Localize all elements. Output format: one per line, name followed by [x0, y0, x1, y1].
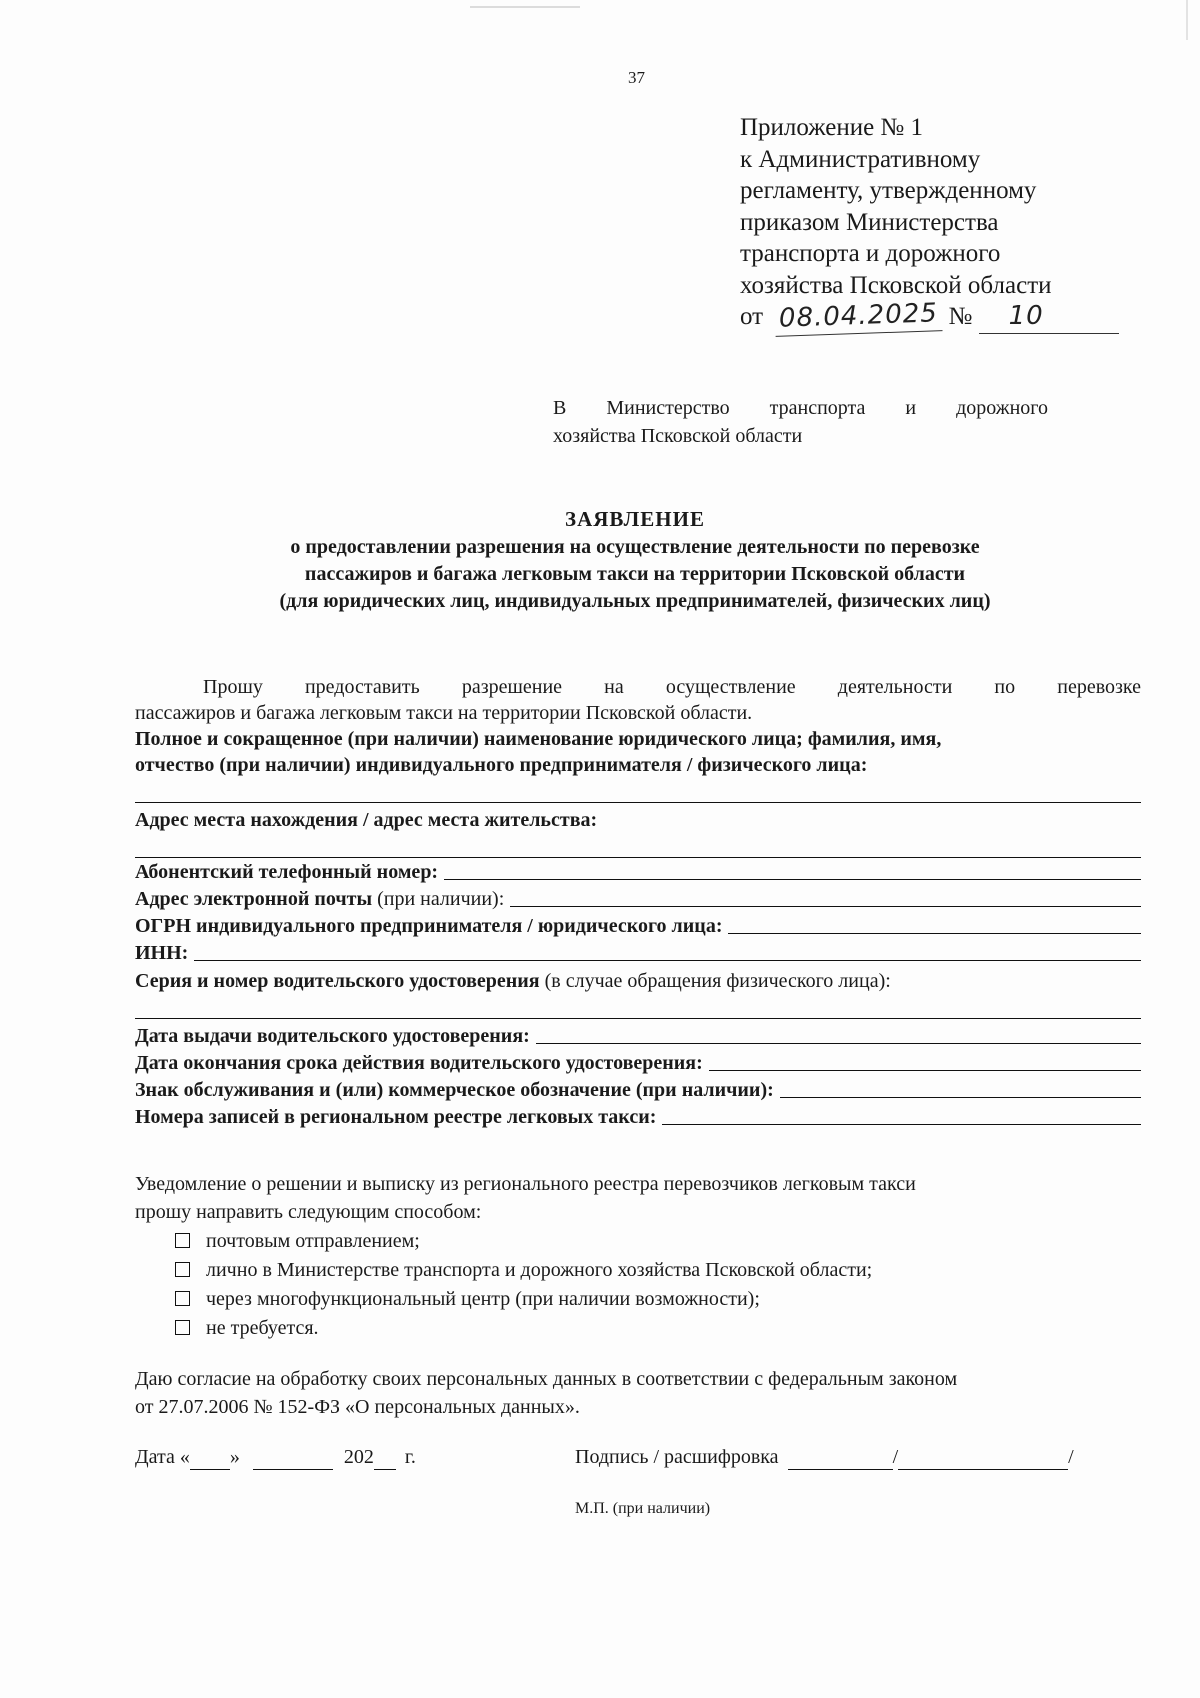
year-label: 202 [343, 1446, 374, 1468]
title-main: ЗАЯВЛЕНИЕ [565, 507, 705, 531]
ogrn-row [135, 912, 1141, 939]
from-label: от [740, 303, 764, 330]
date-mid: » [229, 1446, 240, 1468]
license-label-row [135, 968, 1141, 994]
registry-field-line[interactable] [662, 1124, 1141, 1125]
inn-row [135, 939, 1141, 966]
phone-row [135, 858, 1141, 885]
address-field-line[interactable] [135, 833, 1141, 858]
number-label: № [948, 303, 973, 330]
checkbox[interactable] [175, 1262, 190, 1277]
name-label: отчество (при наличии) индивидуального предпринимателя / физического лица: [135, 754, 868, 776]
application-body [135, 674, 1141, 1130]
license-label: Серия и номер водительского удостоверения [135, 970, 540, 992]
delivery-intro: прошу направить следующим способом: [135, 1201, 482, 1223]
appendix-block [740, 112, 1140, 334]
license-issue-field-line[interactable] [536, 1043, 1141, 1044]
phone-field-line[interactable] [444, 879, 1141, 880]
name-field-line[interactable] [135, 778, 1141, 803]
delivery-option-mail[interactable] [175, 1226, 1141, 1255]
license-expiry-row [135, 1049, 1141, 1076]
service-mark-field-line[interactable] [780, 1097, 1141, 1098]
year-blank[interactable] [374, 1446, 396, 1470]
signature-slash: / [892, 1446, 899, 1468]
title-line: о предоставлении разрешения на осуществление деятельности по перевозке [290, 536, 980, 558]
option-label: почтовым отправлением; [206, 1229, 420, 1252]
title-line: (для юридических лиц, индивидуальных предпринимателей, физических лиц) [279, 590, 991, 612]
page-number: 37 [628, 68, 645, 87]
delivery-section [135, 1170, 1141, 1342]
month-blank[interactable] [253, 1446, 333, 1470]
delivery-intro: Уведомление о решении и выписку из регионального реестра перевозчиков легковым такси [135, 1173, 916, 1195]
email-label-note: (при наличии): [372, 888, 505, 910]
request-line: Прошу предоставить разрешение на осуществление деятельности по перевозке [203, 676, 1141, 698]
appendix-line: приказом Министерства [740, 208, 999, 236]
license-issue-row [135, 1022, 1141, 1049]
appendix-date-line [740, 298, 1140, 334]
license-issue-label: Дата выдачи водительского удостоверения: [135, 1025, 530, 1047]
address-label: Адрес места нахождения / адрес места жительства: [135, 809, 598, 831]
scan-artifact [470, 6, 580, 8]
option-label: через многофункциональный центр (при наличии возможности); [206, 1287, 760, 1310]
phone-label: Абонентский телефонный номер: [135, 861, 439, 883]
request-line: пассажиров и багажа легковым такси на территории Псковской области. [135, 702, 753, 724]
inn-field-line[interactable] [194, 960, 1141, 961]
addressee-line: В Министерство транспорта и дорожного [553, 397, 1048, 419]
consent-section [135, 1365, 1141, 1421]
addressee-line: хозяйства Псковской области [553, 425, 803, 447]
consent-line: Даю согласие на обработку своих персональных данных в соответствии с федеральным законом [135, 1368, 958, 1390]
option-label: лично в Министерстве транспорта и дорожного хозяйства Псковской области; [206, 1258, 873, 1281]
signature-label: Подпись / расшифровка [575, 1446, 779, 1468]
document-title [135, 506, 1135, 615]
date-label: Дата « [135, 1446, 190, 1468]
email-row [135, 885, 1141, 912]
title-line: пассажиров и багажа легковым такси на территории Псковской области [304, 563, 966, 585]
license-expiry-field-line[interactable] [709, 1070, 1141, 1071]
date-field [135, 1446, 416, 1470]
license-field-line[interactable] [135, 994, 1141, 1019]
signature-slash: / [1068, 1446, 1074, 1468]
appendix-line: транспорта и дорожного [740, 240, 1001, 267]
appendix-line: регламенту, утвержденному [740, 177, 1037, 204]
delivery-option-not-required[interactable] [175, 1313, 1141, 1342]
stamp-label: М.П. (при наличии) [575, 1500, 711, 1517]
delivery-option-in-person[interactable] [175, 1255, 1141, 1284]
option-label: не требуется. [206, 1316, 319, 1339]
handwritten-date: 08.04.2025 [775, 298, 943, 336]
year-suffix: г. [404, 1446, 416, 1468]
ogrn-field-line[interactable] [728, 933, 1141, 934]
signature-decoding-blank[interactable] [898, 1446, 1068, 1470]
email-label: Адрес электронной почты [135, 888, 373, 910]
consent-line: от 27.07.2006 № 152-ФЗ «О персональных данных». [135, 1396, 580, 1418]
delivery-option-mfc[interactable] [175, 1284, 1141, 1313]
checkbox[interactable] [175, 1320, 190, 1335]
handwritten-number: 10 [979, 301, 1119, 334]
appendix-line: Приложение № 1 [740, 114, 924, 141]
license-label-note: (в случае обращения физического лица): [539, 970, 891, 992]
appendix-line: хозяйства Псковской области [740, 271, 1052, 299]
registry-row [135, 1103, 1141, 1130]
signature-blank[interactable] [788, 1446, 893, 1470]
checkbox[interactable] [175, 1291, 190, 1306]
license-expiry-label: Дата окончания срока действия водительского удостоверения: [135, 1052, 703, 1074]
name-label: Полное и сокращенное (при наличии) наименование юридического лица; фамилия, имя, [135, 728, 942, 750]
checkbox[interactable] [175, 1233, 190, 1248]
day-blank[interactable] [190, 1446, 230, 1470]
appendix-line: к Административному [740, 145, 981, 173]
registry-label: Номера записей в региональном реестре легковых такси: [135, 1106, 657, 1128]
signature-field [575, 1446, 1074, 1470]
scan-artifact [1186, 0, 1188, 40]
email-field-line[interactable] [510, 906, 1141, 907]
service-mark-row [135, 1076, 1141, 1103]
ogrn-label: ОГРН индивидуального предпринимателя / юридического лица: [135, 915, 723, 937]
inn-label: ИНН: [135, 942, 189, 964]
service-mark-label: Знак обслуживания и (или) коммерческое обозначение (при наличии): [135, 1079, 774, 1101]
addressee-block [553, 394, 1048, 450]
